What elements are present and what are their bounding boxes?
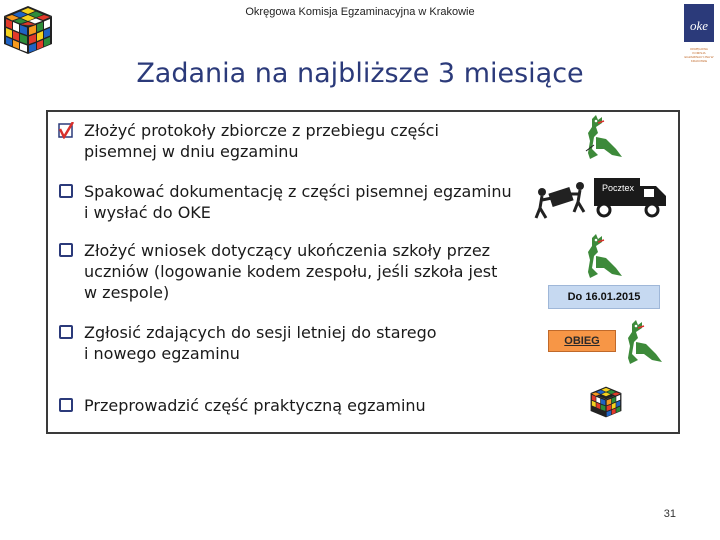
task-item (58, 120, 439, 162)
oke-logo (684, 4, 714, 63)
task-line: Spakować dokumentację z części pisemnej egzaminu (84, 182, 512, 201)
oke-logo-icon (684, 4, 714, 42)
rubiks-cube-icon (588, 384, 624, 420)
page-number: 31 (663, 508, 676, 520)
checkbox-icon (58, 183, 75, 200)
oke-logo-caption: OKRĘGOWA KOMISJA EGZAMINACYJNA W KRAKOWIE (684, 47, 714, 63)
deadline-badge: Do 16.01.2015 (548, 285, 660, 309)
task-line: Zgłosić zdających do sesji letniej do starego (84, 323, 437, 342)
svg-text:oke: oke (689, 18, 709, 33)
task-line: w zespole) (84, 283, 170, 302)
task-item (58, 395, 426, 416)
task-line: uczniów (logowanie kodem zespołu, jeśli szkoła jest (84, 262, 498, 281)
task-item (58, 181, 512, 223)
task-item (58, 240, 497, 303)
checkbox-checked-icon (58, 122, 75, 139)
page-title: Zadania na najbliższe 3 miesiące (136, 58, 584, 89)
organization-header: Okręgowa Komisja Egzaminacyjna w Krakowie (245, 6, 475, 18)
dragon-icon (622, 320, 664, 366)
checkbox-icon (58, 242, 75, 259)
task-line: Przeprowadzić część praktyczną egzaminu (84, 396, 426, 415)
task-item (58, 322, 437, 364)
task-line: Złożyć wniosek dotyczący ukończenia szkoły przez (84, 241, 491, 260)
task-line: pisemnej w dniu egzaminu (84, 142, 299, 161)
dragon-icon (582, 115, 624, 161)
obieg-link[interactable]: OBIEG (548, 330, 616, 352)
checkbox-icon (58, 324, 75, 341)
dragon-icon (582, 234, 624, 280)
truck-label: Pocztex (596, 180, 640, 196)
task-line: i nowego egzaminu (84, 344, 240, 363)
task-line: i wysłać do OKE (84, 203, 211, 222)
task-line: Złożyć protokoły zbiorcze z przebiegu części (84, 121, 439, 140)
checkbox-icon (58, 397, 75, 414)
